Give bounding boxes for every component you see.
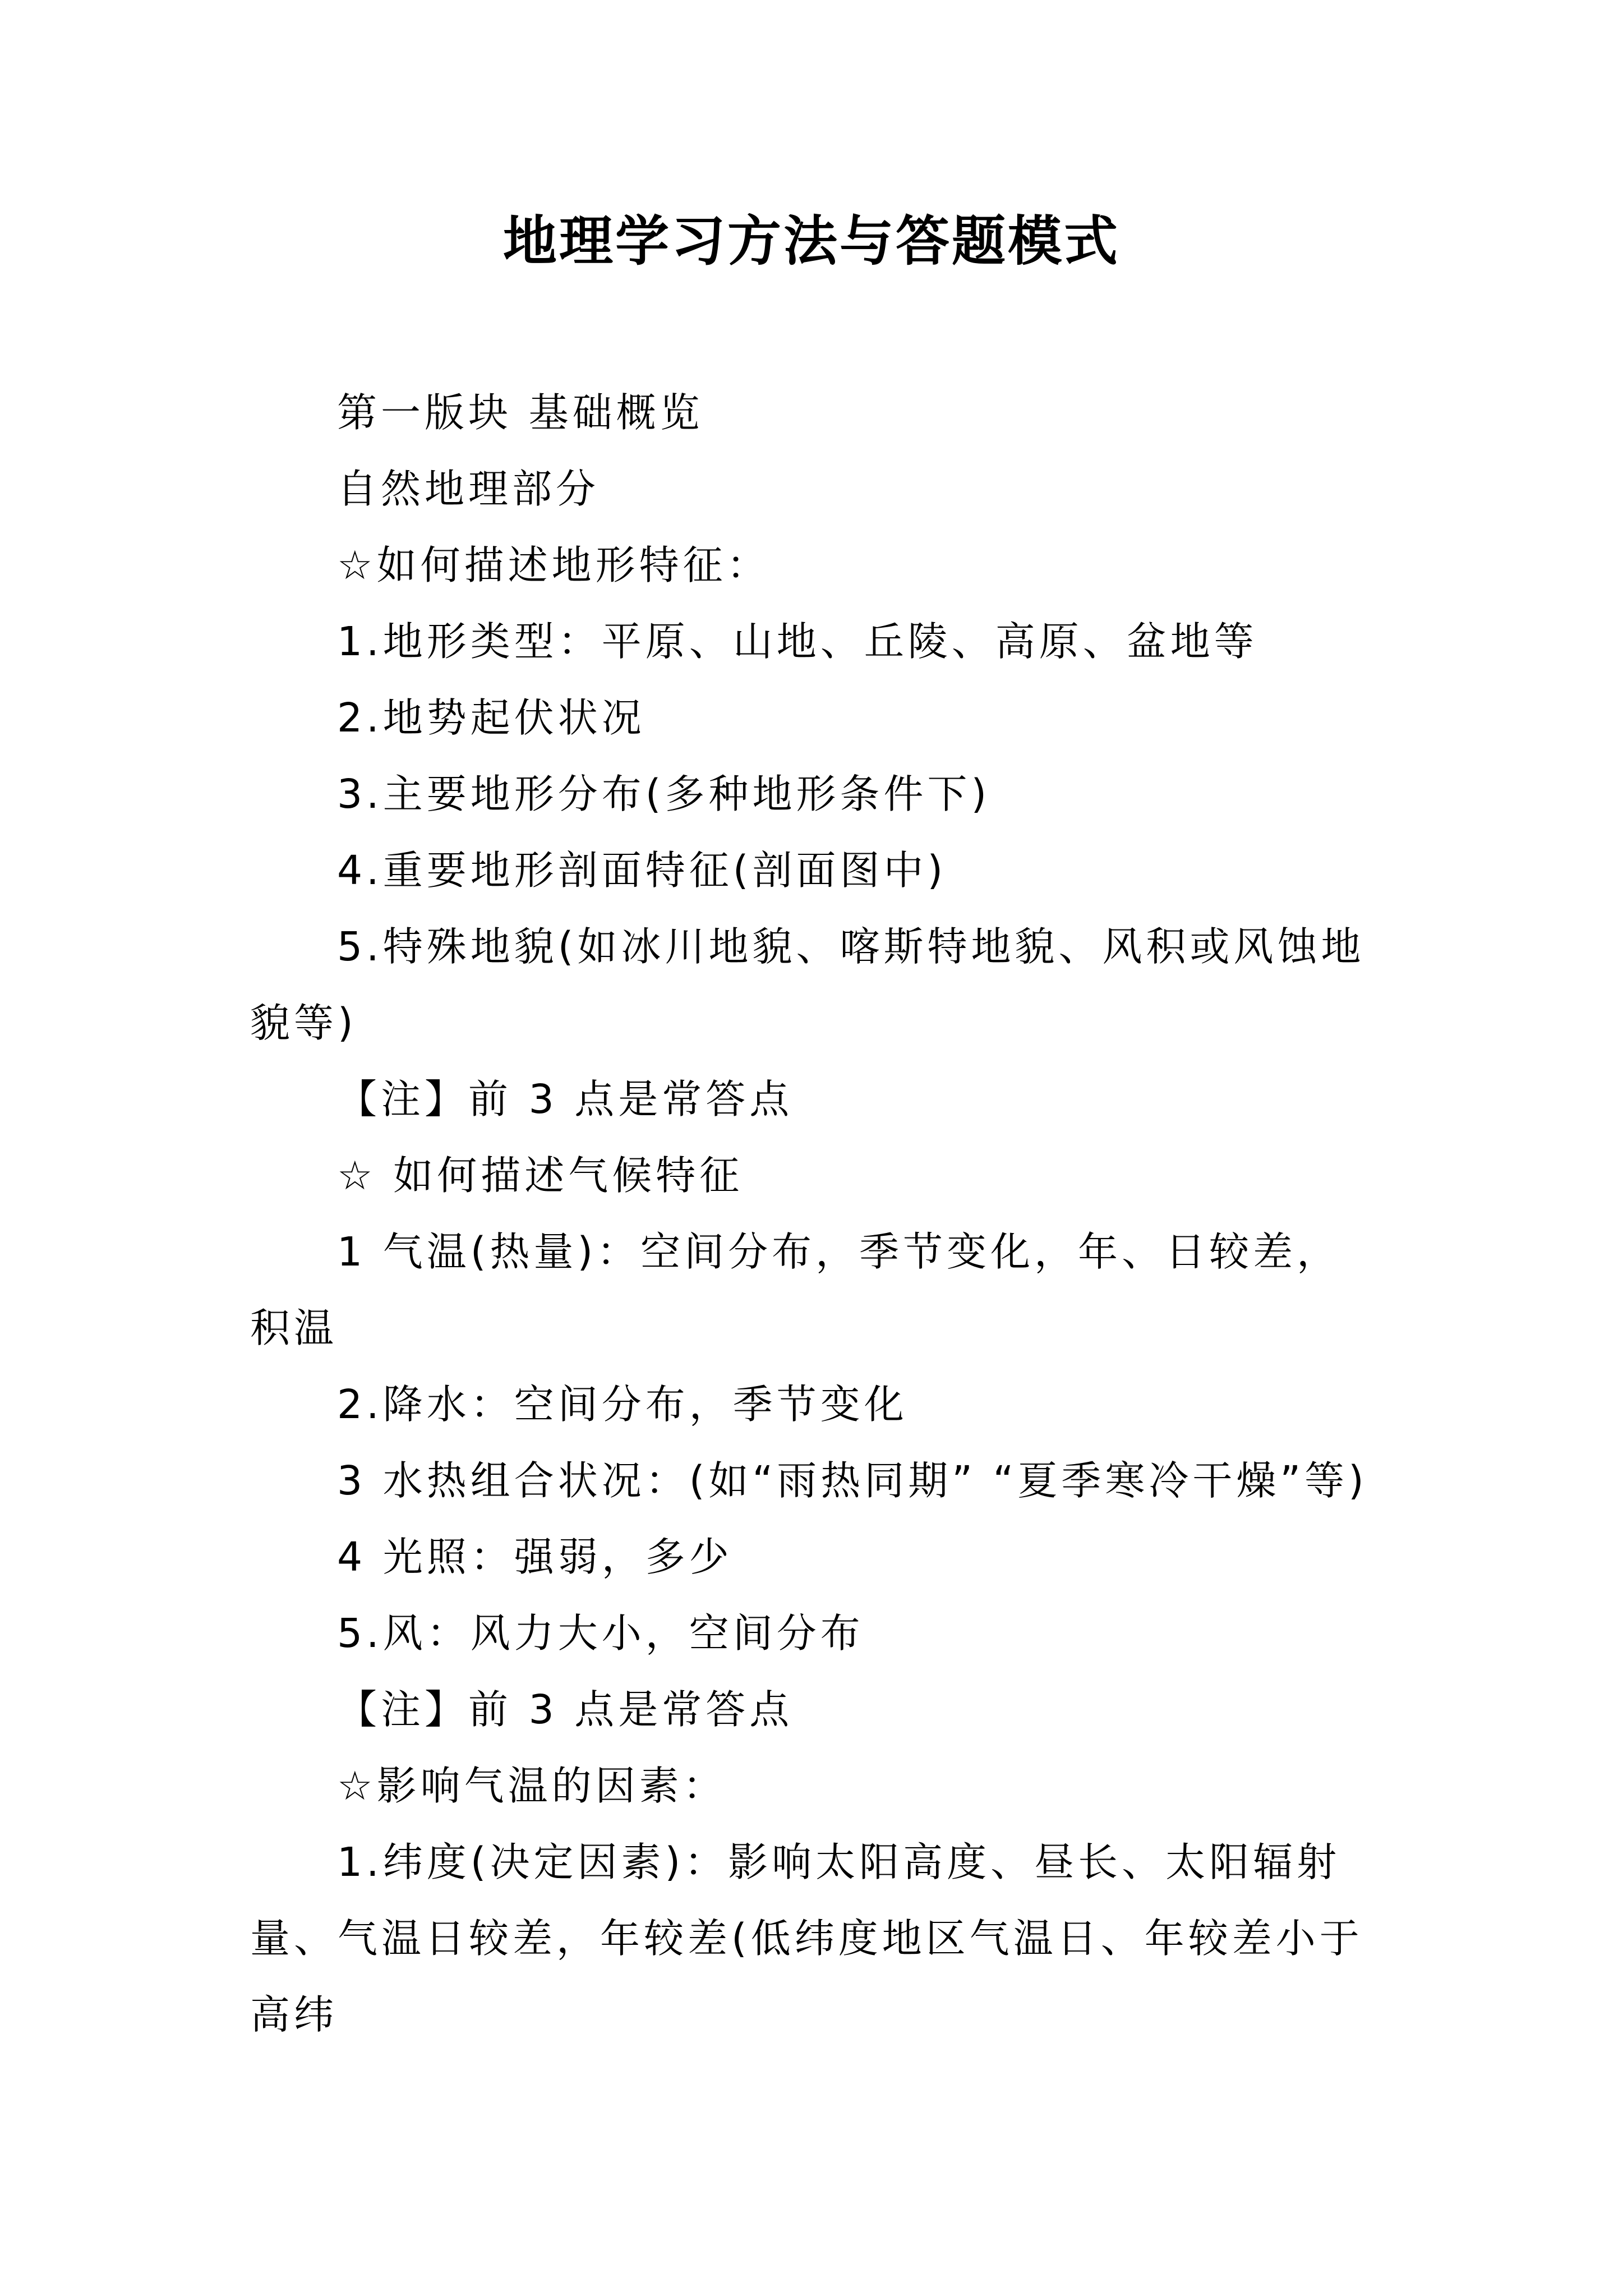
paragraph: 5.风：风力大小，空间分布 (337, 1610, 864, 1657)
paragraph: 3.主要地形分布(多种地形条件下) (337, 771, 991, 817)
paragraph: 2.降水：空间分布，季节变化 (337, 1381, 908, 1428)
paragraph: 1.纬度(决定因素)：影响太阳高度、昼长、太阳辐射量、气温日较差，年较差(低纬度地区气温日、年较差小于高纬 (250, 1839, 1363, 2038)
paragraph: ☆影响气温的因素： (337, 1763, 727, 1809)
document-title: 地理学习方法与答题模式 (503, 209, 1120, 273)
paragraph: ☆ 如何描述气候特征 (337, 1152, 744, 1199)
paragraph: 1 气温(热量)：空间分布，季节变化，年、日较差，积温 (250, 1228, 1341, 1351)
paragraph: 3 水热组合状况：(如“雨热同期” “夏季寒冷干燥”等) (337, 1457, 1368, 1504)
paragraph: 【注】前 3 点是常答点 (337, 1686, 794, 1733)
document-body (250, 375, 1383, 2053)
paragraph: ☆如何描述地形特征： (337, 542, 771, 588)
paragraph: 第一版块 基础概览 (337, 389, 704, 436)
paragraph: 4.重要地形剖面特征(剖面图中) (337, 847, 947, 894)
paragraph: 2.地势起伏状况 (337, 694, 645, 741)
paragraph: 自然地理部分 (337, 466, 600, 512)
paragraph: 5.特殊地貌(如冰川地貌、喀斯特地貌、风积或风蚀地貌等) (250, 923, 1365, 1046)
paragraph: 4 光照：强弱，多少 (337, 1534, 733, 1580)
paragraph: 【注】前 3 点是常答点 (337, 1076, 794, 1122)
paragraph: 1.地形类型：平原、山地、丘陵、高原、盆地等 (337, 618, 1258, 665)
